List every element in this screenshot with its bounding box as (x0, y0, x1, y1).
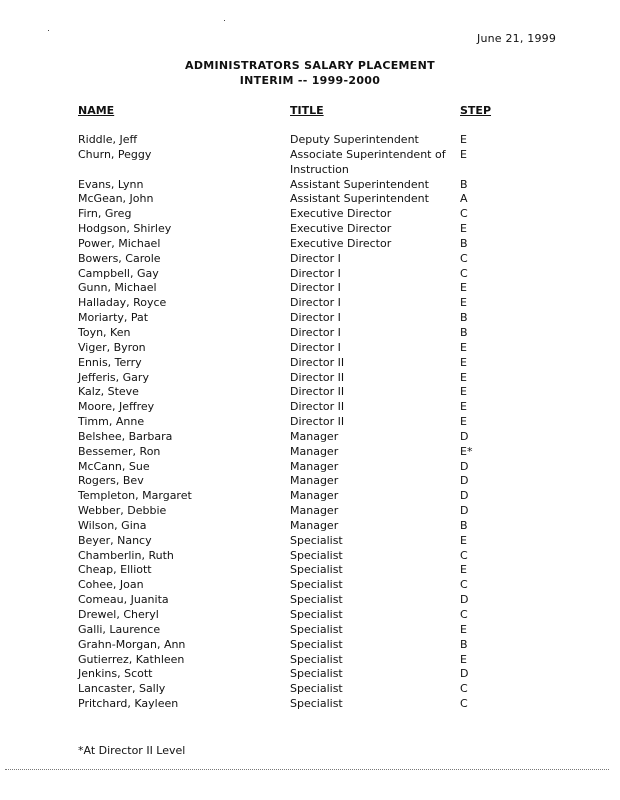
scan-speck (48, 30, 49, 31)
table-row (0, 400, 620, 415)
row-name: Power, Michael (78, 236, 161, 250)
row-title: Manager (290, 444, 339, 458)
row-name: Galli, Laurence (78, 622, 161, 636)
row-title: Assistant Superintendent (290, 177, 429, 191)
row-title: Specialist (290, 667, 343, 681)
row-step: C (460, 266, 468, 280)
row-title: Director II (290, 355, 345, 369)
row-title: Director I (290, 325, 341, 339)
row-name: Pritchard, Kayleen (78, 697, 179, 711)
column-headers (0, 104, 620, 120)
row-name: McGean, John (78, 192, 154, 206)
row-name: Gutierrez, Kathleen (78, 652, 185, 666)
row-name: Lancaster, Sally (78, 682, 166, 696)
row-step: D (460, 504, 469, 518)
table-row (0, 460, 620, 475)
row-step: E (460, 563, 467, 577)
row-name: Hodgson, Shirley (78, 222, 172, 236)
table-row (0, 237, 620, 252)
table-row (0, 519, 620, 534)
row-name: Chamberlin, Ruth (78, 548, 174, 562)
row-name: Bessemer, Ron (78, 444, 161, 458)
table-row (0, 489, 620, 504)
row-title: Specialist (290, 563, 343, 577)
row-title: Specialist (290, 608, 343, 621)
table-row (0, 549, 620, 564)
row-step: C (460, 578, 468, 592)
table-row (0, 504, 620, 519)
row-title: Director I (290, 251, 341, 265)
row-name: Churn, Peggy (78, 147, 152, 161)
row-step: B (460, 177, 468, 191)
row-name: Cohee, Joan (78, 578, 144, 592)
row-title: Director I (290, 340, 341, 354)
row-step: D (460, 489, 469, 503)
table-row (0, 682, 620, 697)
row-name: Campbell, Gay (78, 266, 159, 280)
row-step: E (460, 147, 467, 161)
row-step: E (460, 370, 467, 384)
row-name: Belshee, Barbara (78, 429, 173, 443)
row-title: Specialist (290, 578, 343, 592)
row-step: B (460, 236, 468, 250)
scan-edge-line (5, 769, 609, 770)
table-row (0, 192, 620, 207)
row-title: Executive Director (290, 222, 392, 236)
row-step: D (460, 593, 469, 607)
row-step: C (460, 608, 468, 621)
row-name: Timm, Anne (78, 415, 145, 429)
table-row (0, 638, 620, 653)
title-line-2: INTERIM -- 1999-2000 (239, 74, 381, 87)
row-step: C (460, 697, 468, 711)
row-title: Specialist (290, 652, 343, 666)
row-title: Specialist (290, 593, 343, 607)
table-row (0, 608, 620, 623)
table-row (0, 667, 620, 682)
row-name: Moriarty, Pat (78, 311, 149, 325)
footnote: *At Director II Level (78, 744, 186, 757)
row-title: Manager (290, 474, 339, 488)
row-step: E (460, 415, 467, 429)
scan-speck (224, 20, 225, 21)
table-row (0, 534, 620, 549)
row-step: D (460, 459, 469, 473)
row-step: E (460, 133, 467, 146)
table-row (0, 178, 620, 193)
row-step: E (460, 222, 467, 236)
row-title: Executive Director (290, 207, 392, 221)
row-name: Moore, Jeffrey (78, 400, 155, 414)
table-row (0, 371, 620, 386)
table-row (0, 341, 620, 356)
table-row (0, 207, 620, 222)
table-row (0, 267, 620, 282)
row-name: Bowers, Carole (78, 251, 161, 265)
table-row (0, 697, 620, 712)
row-title: Specialist (290, 682, 343, 696)
row-name: Toyn, Ken (78, 325, 131, 339)
row-title: Specialist (290, 697, 343, 711)
row-title: Specialist (290, 637, 343, 651)
table-row (0, 148, 620, 178)
row-name: Riddle, Jeff (78, 133, 138, 146)
row-name: Jenkins, Scott (78, 667, 153, 681)
row-step: E (460, 385, 467, 399)
row-title: Specialist (290, 548, 343, 562)
row-name: Kalz, Steve (78, 385, 139, 399)
row-title: Director II (290, 370, 345, 384)
header-title: TITLE (290, 104, 324, 117)
table-row (0, 593, 620, 608)
row-step: C (460, 207, 468, 221)
row-step: E* (460, 444, 473, 458)
row-name: Viger, Byron (78, 340, 146, 354)
row-name: McCann, Sue (78, 459, 150, 473)
row-name: Templeton, Margaret (78, 489, 192, 503)
table-row (0, 430, 620, 445)
row-step: B (460, 637, 468, 651)
row-title: Director I (290, 296, 341, 310)
row-title: Specialist (290, 533, 343, 547)
document-date: June 21, 1999 (477, 32, 557, 45)
row-title: Manager (290, 504, 339, 518)
row-step: E (460, 533, 467, 547)
table-row (0, 296, 620, 311)
row-title: Associate Superintendent of Instruction (290, 147, 446, 176)
row-step: E (460, 652, 467, 666)
row-title: Director II (290, 415, 345, 429)
row-step: B (460, 325, 468, 339)
row-step: D (460, 667, 469, 681)
header-name: NAME (78, 104, 115, 117)
row-step: E (460, 340, 467, 354)
row-title: Director I (290, 311, 341, 325)
table-row (0, 356, 620, 371)
table-row (0, 445, 620, 460)
table-row (0, 326, 620, 341)
row-title: Executive Director (290, 236, 392, 250)
row-name: Halladay, Royce (78, 296, 167, 310)
row-step: E (460, 281, 467, 295)
row-name: Grahn-Morgan, Ann (78, 637, 186, 651)
row-title: Specialist (290, 622, 343, 636)
row-step: E (460, 296, 467, 310)
row-step: E (460, 622, 467, 636)
row-title: Director I (290, 281, 341, 295)
header-step: STEP (460, 104, 492, 117)
row-step: B (460, 311, 468, 325)
row-name: Comeau, Juanita (78, 593, 169, 607)
row-name: Cheap, Elliott (78, 563, 152, 577)
row-name: Rogers, Bev (78, 474, 144, 488)
row-name: Ennis, Terry (78, 355, 142, 369)
row-name: Evans, Lynn (78, 177, 144, 191)
row-step: C (460, 548, 468, 562)
table-row (0, 563, 620, 578)
row-step: D (460, 429, 469, 443)
salary-table (0, 133, 620, 712)
row-title: Manager (290, 518, 339, 532)
table-row (0, 653, 620, 668)
row-step: D (460, 474, 469, 488)
row-title: Assistant Superintendent (290, 192, 429, 206)
row-title: Deputy Superintendent (290, 133, 419, 146)
row-step: C (460, 682, 468, 696)
row-title: Director I (290, 266, 341, 280)
row-step: E (460, 355, 467, 369)
table-row (0, 281, 620, 296)
table-row (0, 578, 620, 593)
table-row (0, 474, 620, 489)
row-title: Manager (290, 459, 339, 473)
row-title: Director II (290, 385, 345, 399)
row-name: Wilson, Gina (78, 518, 147, 532)
row-name: Webber, Debbie (78, 504, 167, 518)
row-step: B (460, 518, 468, 532)
row-name: Firn, Greg (78, 207, 132, 221)
row-name: Beyer, Nancy (78, 533, 152, 547)
row-name: Jefferis, Gary (78, 370, 149, 384)
table-row (0, 252, 620, 267)
row-title: Director II (290, 400, 345, 414)
table-row (0, 415, 620, 430)
row-step: A (460, 192, 468, 206)
title-line-1: ADMINISTRATORS SALARY PLACEMENT (185, 59, 435, 72)
document-title (0, 58, 620, 88)
table-row (0, 222, 620, 237)
table-row (0, 311, 620, 326)
row-title: Manager (290, 429, 339, 443)
table-row (0, 133, 620, 148)
row-title: Manager (290, 489, 339, 503)
row-name: Drewel, Cheryl (78, 608, 159, 621)
row-name: Gunn, Michael (78, 281, 157, 295)
table-row (0, 623, 620, 638)
table-row (0, 385, 620, 400)
row-step: E (460, 400, 467, 414)
row-step: C (460, 251, 468, 265)
